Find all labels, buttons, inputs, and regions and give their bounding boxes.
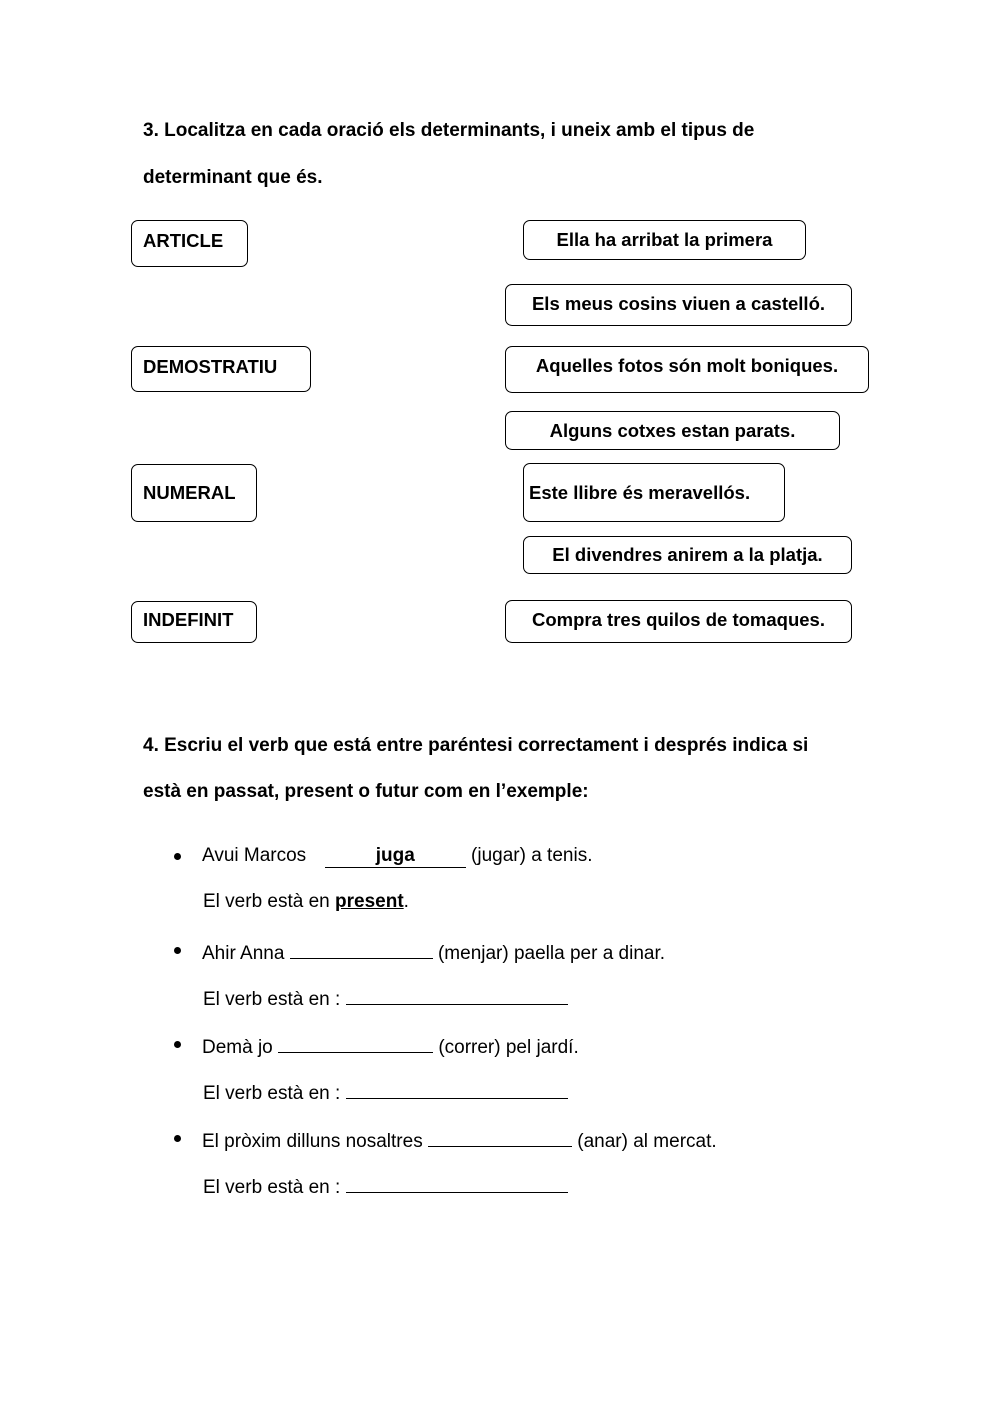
- sentence-text: El divendres anirem a la platja.: [552, 544, 823, 565]
- tense-label: El verb està en: [203, 891, 330, 912]
- q4-instruction-line2: està en passat, present o futur com en l’exemple:: [143, 781, 589, 802]
- sentence-text: Alguns cotxes estan parats.: [549, 419, 796, 441]
- item-before: Demà jo: [202, 1037, 273, 1058]
- tense-prompt: El verb està en :: [203, 1083, 341, 1104]
- type-label: ARTICLE: [143, 230, 224, 251]
- verb-blank-3[interactable]: [428, 1127, 572, 1147]
- exercise-item-3: [202, 1127, 717, 1153]
- item-after: (correr) pel jardí.: [438, 1037, 579, 1058]
- example-sentence: [202, 845, 592, 868]
- sentence-box-5[interactable]: [523, 463, 785, 522]
- item-before: El pròxim dilluns nosaltres: [202, 1131, 423, 1152]
- item-after: (anar) al mercat.: [577, 1131, 717, 1152]
- type-box-demostratiu[interactable]: [131, 346, 311, 392]
- type-box-article[interactable]: [131, 220, 248, 267]
- q3-instruction-line1: 3. Localitza en cada oració els determinants, i uneix amb el tipus de: [143, 120, 755, 141]
- sentence-text: Els meus cosins viuen a castelló.: [531, 293, 826, 314]
- bullet-icon: [174, 947, 181, 954]
- tense-answer: present: [335, 891, 404, 912]
- type-label: DEMOSTRATIU: [143, 356, 278, 377]
- tense-line-1: [203, 985, 568, 1011]
- sentence-text: Ella ha arribat la primera: [556, 229, 773, 250]
- verb-blank-2[interactable]: [278, 1033, 433, 1053]
- sentence-text: Compra tres quilos de tomaques.: [532, 609, 825, 630]
- sentence-box-1[interactable]: [523, 220, 806, 260]
- type-label: INDEFINIT: [143, 609, 234, 630]
- tense-prompt: El verb està en :: [203, 1177, 341, 1198]
- tense-prompt: El verb està en :: [203, 989, 341, 1010]
- tense-blank-1[interactable]: [346, 985, 568, 1005]
- example-before: Avui Marcos: [202, 845, 307, 866]
- type-label: NUMERAL: [143, 482, 236, 503]
- example-answer: juga: [325, 845, 466, 868]
- item-before: Ahir Anna: [202, 943, 285, 964]
- q3-instruction-line2: determinant que és.: [143, 167, 323, 188]
- q4-instruction-line1: 4. Escriu el verb que está entre paréntesi correctament i després indica si: [143, 735, 809, 756]
- sentence-box-4[interactable]: [505, 411, 840, 450]
- exercise-item-1: [202, 939, 665, 965]
- type-box-numeral[interactable]: [131, 464, 257, 522]
- sentence-box-7[interactable]: [505, 600, 852, 643]
- tense-line-2: [203, 1079, 568, 1105]
- tense-line-3: [203, 1173, 568, 1199]
- sentence-text: Aquelles fotos són molt boniques.: [535, 355, 839, 376]
- sentence-box-2[interactable]: [505, 284, 852, 326]
- example-tense: [203, 891, 409, 913]
- sentence-box-6[interactable]: [523, 536, 852, 574]
- example-after: (jugar) a tenis.: [471, 845, 593, 866]
- type-box-indefinit[interactable]: [131, 601, 257, 643]
- item-after: (menjar) paella per a dinar.: [437, 943, 666, 964]
- tense-blank-2[interactable]: [346, 1079, 568, 1099]
- tense-end: .: [403, 891, 409, 912]
- bullet-icon: [174, 1135, 181, 1142]
- bullet-icon: [174, 853, 181, 860]
- verb-blank-1[interactable]: [290, 939, 433, 959]
- sentence-box-3[interactable]: [505, 346, 869, 393]
- exercise-item-2: [202, 1033, 579, 1059]
- sentence-text: Este llibre és meravellós.: [529, 481, 751, 503]
- bullet-icon: [174, 1041, 181, 1048]
- tense-blank-3[interactable]: [346, 1173, 568, 1193]
